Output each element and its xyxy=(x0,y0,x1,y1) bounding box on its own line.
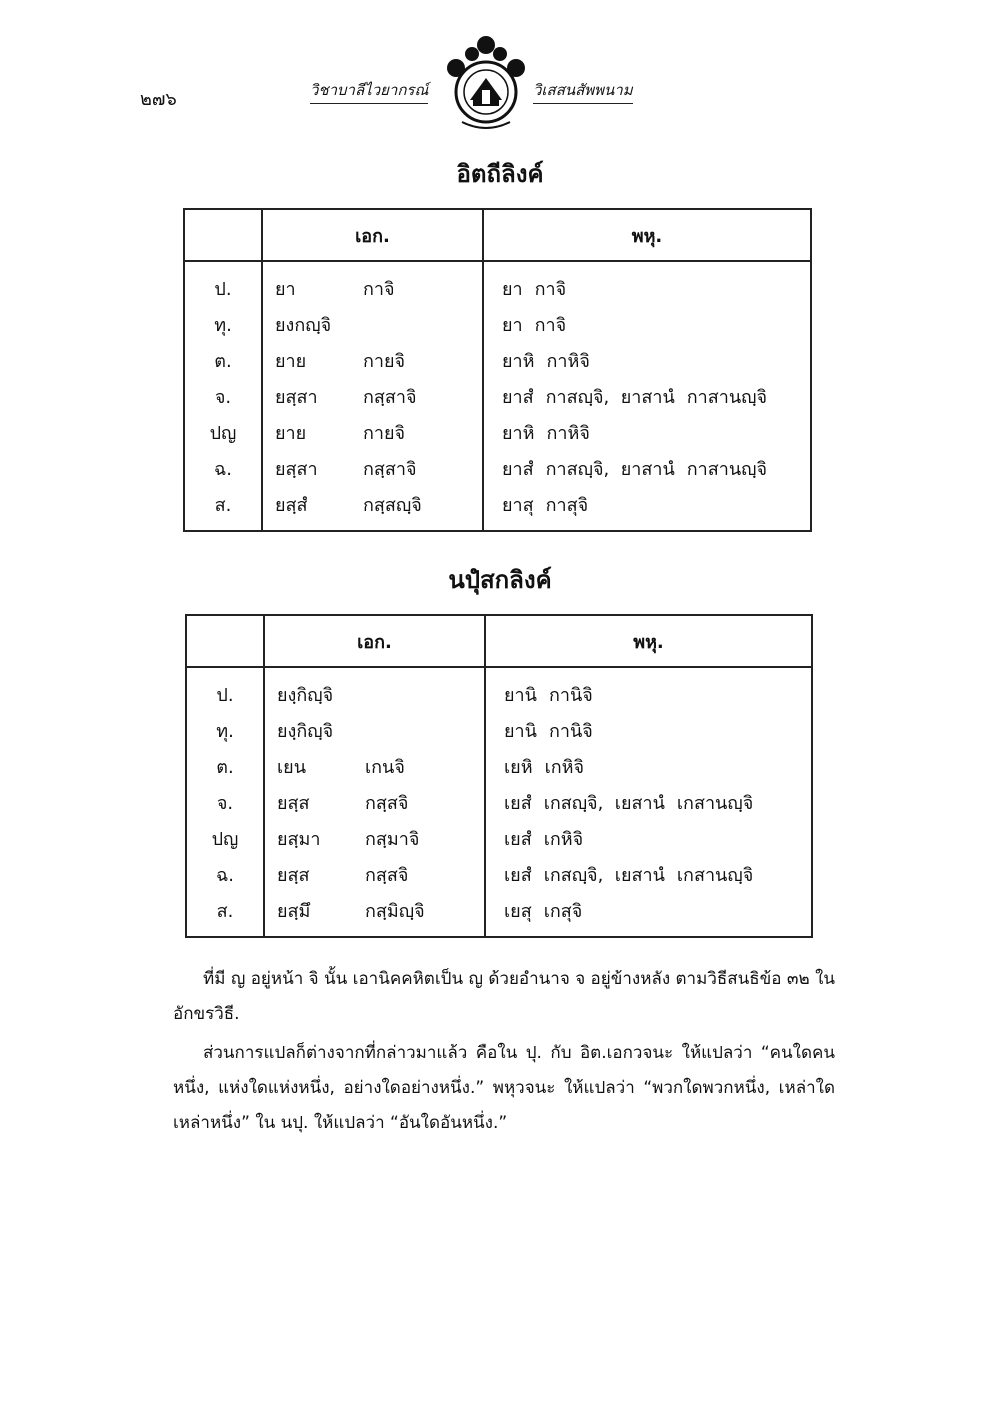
running-header-right: วิเสสนสัพพนาม xyxy=(533,78,633,104)
singular-form: กสฺมาจิ xyxy=(365,828,420,850)
table-header-singular: เอก. xyxy=(264,615,485,667)
singular-cell xyxy=(262,414,483,450)
paragraph-sandhi-note xyxy=(173,962,835,1032)
singular-cell xyxy=(262,261,483,306)
singular-form: กาจิ xyxy=(363,278,395,300)
section-title-feminine: อิตถีลิงค์ xyxy=(456,160,544,188)
plural-form: กาสญฺจิ, xyxy=(545,386,610,408)
table-row xyxy=(184,261,811,306)
singular-form: ยสฺสา xyxy=(275,386,318,408)
singular-cell xyxy=(264,748,485,784)
plural-form: เกหิจิ xyxy=(544,756,585,778)
singular-form: ยงฺกิญฺจิ xyxy=(277,684,334,706)
plural-form: ยาสุ xyxy=(502,494,534,516)
table-header-singular: เอก. xyxy=(262,209,483,261)
singular-cell xyxy=(262,486,483,531)
singular-cell xyxy=(264,712,485,748)
plural-form: เกสญฺจิ, xyxy=(543,792,604,814)
plural-form: เยสํ xyxy=(504,792,532,814)
plural-cell xyxy=(483,414,811,450)
table-row xyxy=(184,342,811,378)
plural-cell xyxy=(483,261,811,306)
singular-form: ยาย xyxy=(275,422,307,444)
plural-form: กาหิจิ xyxy=(546,422,590,444)
plural-form: กาสานญฺจิ xyxy=(686,458,768,480)
table-header-case xyxy=(184,209,262,261)
case-label: จ. xyxy=(216,792,234,814)
plural-form: เยสํ xyxy=(504,828,532,850)
case-label: ปญ xyxy=(211,828,239,850)
singular-form: เกนจิ xyxy=(365,756,405,778)
plural-form: เยสํ xyxy=(504,864,532,886)
singular-cell xyxy=(262,450,483,486)
plural-cell xyxy=(483,486,811,531)
case-label: ส. xyxy=(214,494,232,516)
singular-cell xyxy=(264,784,485,820)
plural-form: ยาสํ xyxy=(502,458,534,480)
plural-cell xyxy=(485,712,812,748)
paragraph-translation-note xyxy=(173,1036,835,1141)
table-row xyxy=(186,784,812,820)
plural-form: กานิจิ xyxy=(548,720,593,742)
singular-cell xyxy=(262,342,483,378)
section-title-neuter: นปุํสกลิงค์ xyxy=(448,566,552,594)
plural-cell xyxy=(485,892,812,937)
singular-form: ยสฺสํ xyxy=(275,494,308,516)
plural-form: กาสญฺจิ, xyxy=(545,458,610,480)
plural-cell xyxy=(483,450,811,486)
plural-form: เกสุจิ xyxy=(543,900,583,922)
table-row xyxy=(184,414,811,450)
singular-form: ยาย xyxy=(275,350,307,372)
plural-cell xyxy=(485,784,812,820)
case-label: ทุ. xyxy=(216,720,234,742)
singular-form: กสฺสจิ xyxy=(365,864,409,886)
plural-cell xyxy=(483,342,811,378)
case-label: ฉ. xyxy=(216,864,234,886)
plural-cell xyxy=(485,748,812,784)
plural-form: ยาหิ xyxy=(502,350,535,372)
plural-form: ยา xyxy=(502,278,523,300)
table-header-plural: พหุ. xyxy=(483,209,811,261)
table-header-plural: พหุ. xyxy=(485,615,812,667)
paragraph-text: ส่วนการแปลก็ต่างจากที่กล่าวมาแล้ว คือใน ปุ. กับ อิต.เอกวจนะ ให้แปลว่า “คนใดคนหนึ่ง, แห่งใดแห่งหนึ่ง, อย่างใดอย่างหนึ่ง.” พหุวจนะ ให้แปลว่า “พวกใดพวกหนึ่ง, เหล่าใดเหล่าหนึ่ง” ใน นปุ. ให้แปลว่า “อันใดอันหนึ่ง.” xyxy=(173,1043,835,1133)
plural-form: เกสานญฺจิ xyxy=(676,792,754,814)
plural-form: กาหิจิ xyxy=(546,350,590,372)
plural-form: กาสานญฺจิ xyxy=(686,386,768,408)
plural-form: ยาสานํ xyxy=(620,386,675,408)
singular-form: กายจิ xyxy=(363,422,406,444)
singular-form: กสฺสาจิ xyxy=(363,386,417,408)
table-row xyxy=(186,856,812,892)
plural-form: กานิจิ xyxy=(548,684,593,706)
case-label: ฉ. xyxy=(214,458,232,480)
table-header-case xyxy=(186,615,264,667)
singular-cell xyxy=(264,820,485,856)
plural-form: ยานิ xyxy=(504,720,537,742)
plural-form: กาจิ xyxy=(534,278,567,300)
plural-cell xyxy=(485,856,812,892)
plural-form: กาสุจิ xyxy=(545,494,589,516)
paragraph-text: ที่มี ญ อยู่หน้า จิ นั้น เอานิคคหิตเป็น ญ ด้วยอำนาจ จ อยู่ข้างหลัง ตามวิธีสนธิข้อ ๓๒ ในอักขรวิธี. xyxy=(173,969,835,1024)
table-row xyxy=(186,892,812,937)
table-row xyxy=(184,450,811,486)
singular-form: ยงฺกิญฺจิ xyxy=(277,720,334,742)
page-number: ๒๗๖ xyxy=(140,89,177,110)
plural-form: เยสานํ xyxy=(614,864,665,886)
singular-cell xyxy=(264,856,485,892)
table-row xyxy=(186,820,812,856)
singular-form: ยสฺส xyxy=(277,792,310,814)
table-row xyxy=(184,378,811,414)
case-label: จ. xyxy=(214,386,232,408)
singular-form: ยา xyxy=(275,278,296,300)
plural-form: ยาสานํ xyxy=(620,458,675,480)
singular-form: ยสฺมา xyxy=(277,828,321,850)
singular-form: กสฺสาจิ xyxy=(363,458,417,480)
table-row xyxy=(184,306,811,342)
plural-form: ยาหิ xyxy=(502,422,535,444)
singular-form: ยสฺส xyxy=(277,864,310,886)
singular-cell xyxy=(264,892,485,937)
plural-form: เยสุ xyxy=(504,900,532,922)
singular-form: เยน xyxy=(277,756,307,778)
singular-cell xyxy=(262,378,483,414)
plural-form: เกสญฺจิ, xyxy=(543,864,604,886)
plural-form: เยสานํ xyxy=(614,792,665,814)
table-row xyxy=(186,667,812,712)
case-label: ส. xyxy=(216,900,234,922)
plural-form: เกหิจิ xyxy=(543,828,584,850)
institution-seal-icon xyxy=(440,34,532,134)
singular-cell xyxy=(264,667,485,712)
table-row xyxy=(186,748,812,784)
plural-cell xyxy=(483,378,811,414)
declension-table-neuter xyxy=(185,614,813,938)
plural-cell xyxy=(485,667,812,712)
table-row xyxy=(184,486,811,531)
table-row xyxy=(186,712,812,748)
singular-form: ยสฺสา xyxy=(275,458,318,480)
singular-form: ยสฺมึ xyxy=(277,900,311,922)
singular-form: กายจิ xyxy=(363,350,406,372)
case-label: ป. xyxy=(214,278,232,300)
case-label: ปญ xyxy=(209,422,237,444)
singular-cell xyxy=(262,306,483,342)
case-label: ป. xyxy=(216,684,234,706)
singular-form: กสฺสจิ xyxy=(365,792,409,814)
plural-form: กาจิ xyxy=(534,314,567,336)
singular-form: กสฺสญฺจิ xyxy=(363,494,422,516)
case-label: ทุ. xyxy=(214,314,232,336)
plural-form: ยา xyxy=(502,314,523,336)
plural-form: เยหิ xyxy=(504,756,533,778)
case-label: ต. xyxy=(216,756,234,778)
plural-form: เกสานญฺจิ xyxy=(676,864,754,886)
running-header-left: วิชาบาลีไวยากรณ์ xyxy=(310,78,428,104)
singular-form: กสฺมิญฺจิ xyxy=(365,900,425,922)
singular-form: ยงกญฺจิ xyxy=(275,314,332,336)
plural-form: ยานิ xyxy=(504,684,537,706)
plural-cell xyxy=(485,820,812,856)
plural-cell xyxy=(483,306,811,342)
declension-table-feminine xyxy=(183,208,812,532)
plural-form: ยาสํ xyxy=(502,386,534,408)
case-label: ต. xyxy=(214,350,232,372)
